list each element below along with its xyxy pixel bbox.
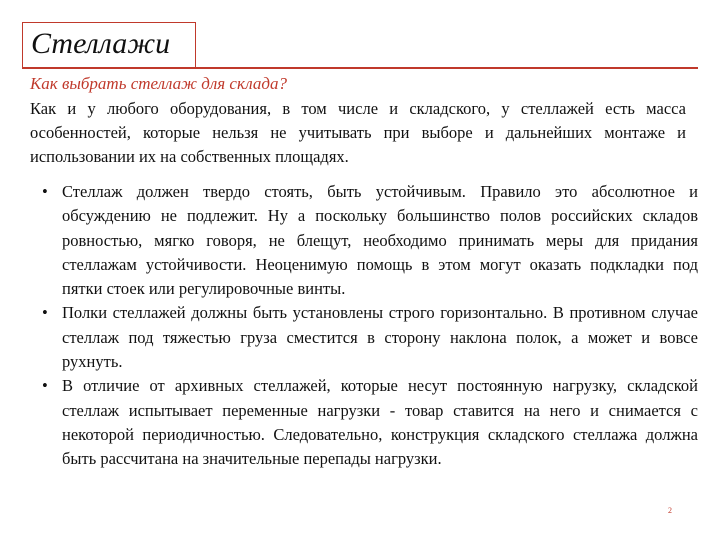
slide-title: Стеллажи (31, 27, 171, 60)
bullet-item (40, 301, 698, 374)
bullet-item (40, 374, 698, 471)
page-number: 2 (668, 506, 672, 515)
bullet-item (40, 180, 698, 301)
bullet-text: Полки стеллажей должны быть установлены строго горизонтально. В противном случае стеллаж под тяжестью груза сместится в сторону наклона полок, а может и вовсе рухнуть. (62, 303, 698, 372)
title-rule (22, 67, 698, 69)
bullet-dot: • (42, 182, 48, 201)
bullet-list (40, 180, 698, 472)
bullet-text: В отличие от архивных стеллажей, которые несут постоянную нагрузку, складской стеллаж испытывает переменные нагрузки - товар ставится на него и снимается с некоторой периодичностью. Следовательно, конструкция складского стеллажа должна быть рассчитана на значительные перепады нагрузки. (62, 376, 698, 469)
bullet-dot: • (42, 376, 48, 396)
bullet-dot: • (42, 303, 48, 323)
bullet-text: Стеллаж должен твердо стоять, быть устойчивым. Правило это абсолютное и обсуждению не подлежит. Ну а поскольку большинство полов российских складов ровностью, мягко говоря, не блещут, необходимо принимать меры для придания стеллажам устойчивости. Неоценимую помощь в этом могут оказать подкладки под пятки стоек или регулировочные винты. (62, 182, 698, 299)
subheading: Как выбрать стеллаж для склада? (30, 74, 287, 93)
intro-paragraph: Как и у любого оборудования, в том числе и складского, у стеллажей есть масса особенностей, которые нельзя не учитывать при выборе и дальнейших монтаже и использовании их на собственных площадях. (30, 99, 686, 166)
title-box (22, 22, 196, 68)
